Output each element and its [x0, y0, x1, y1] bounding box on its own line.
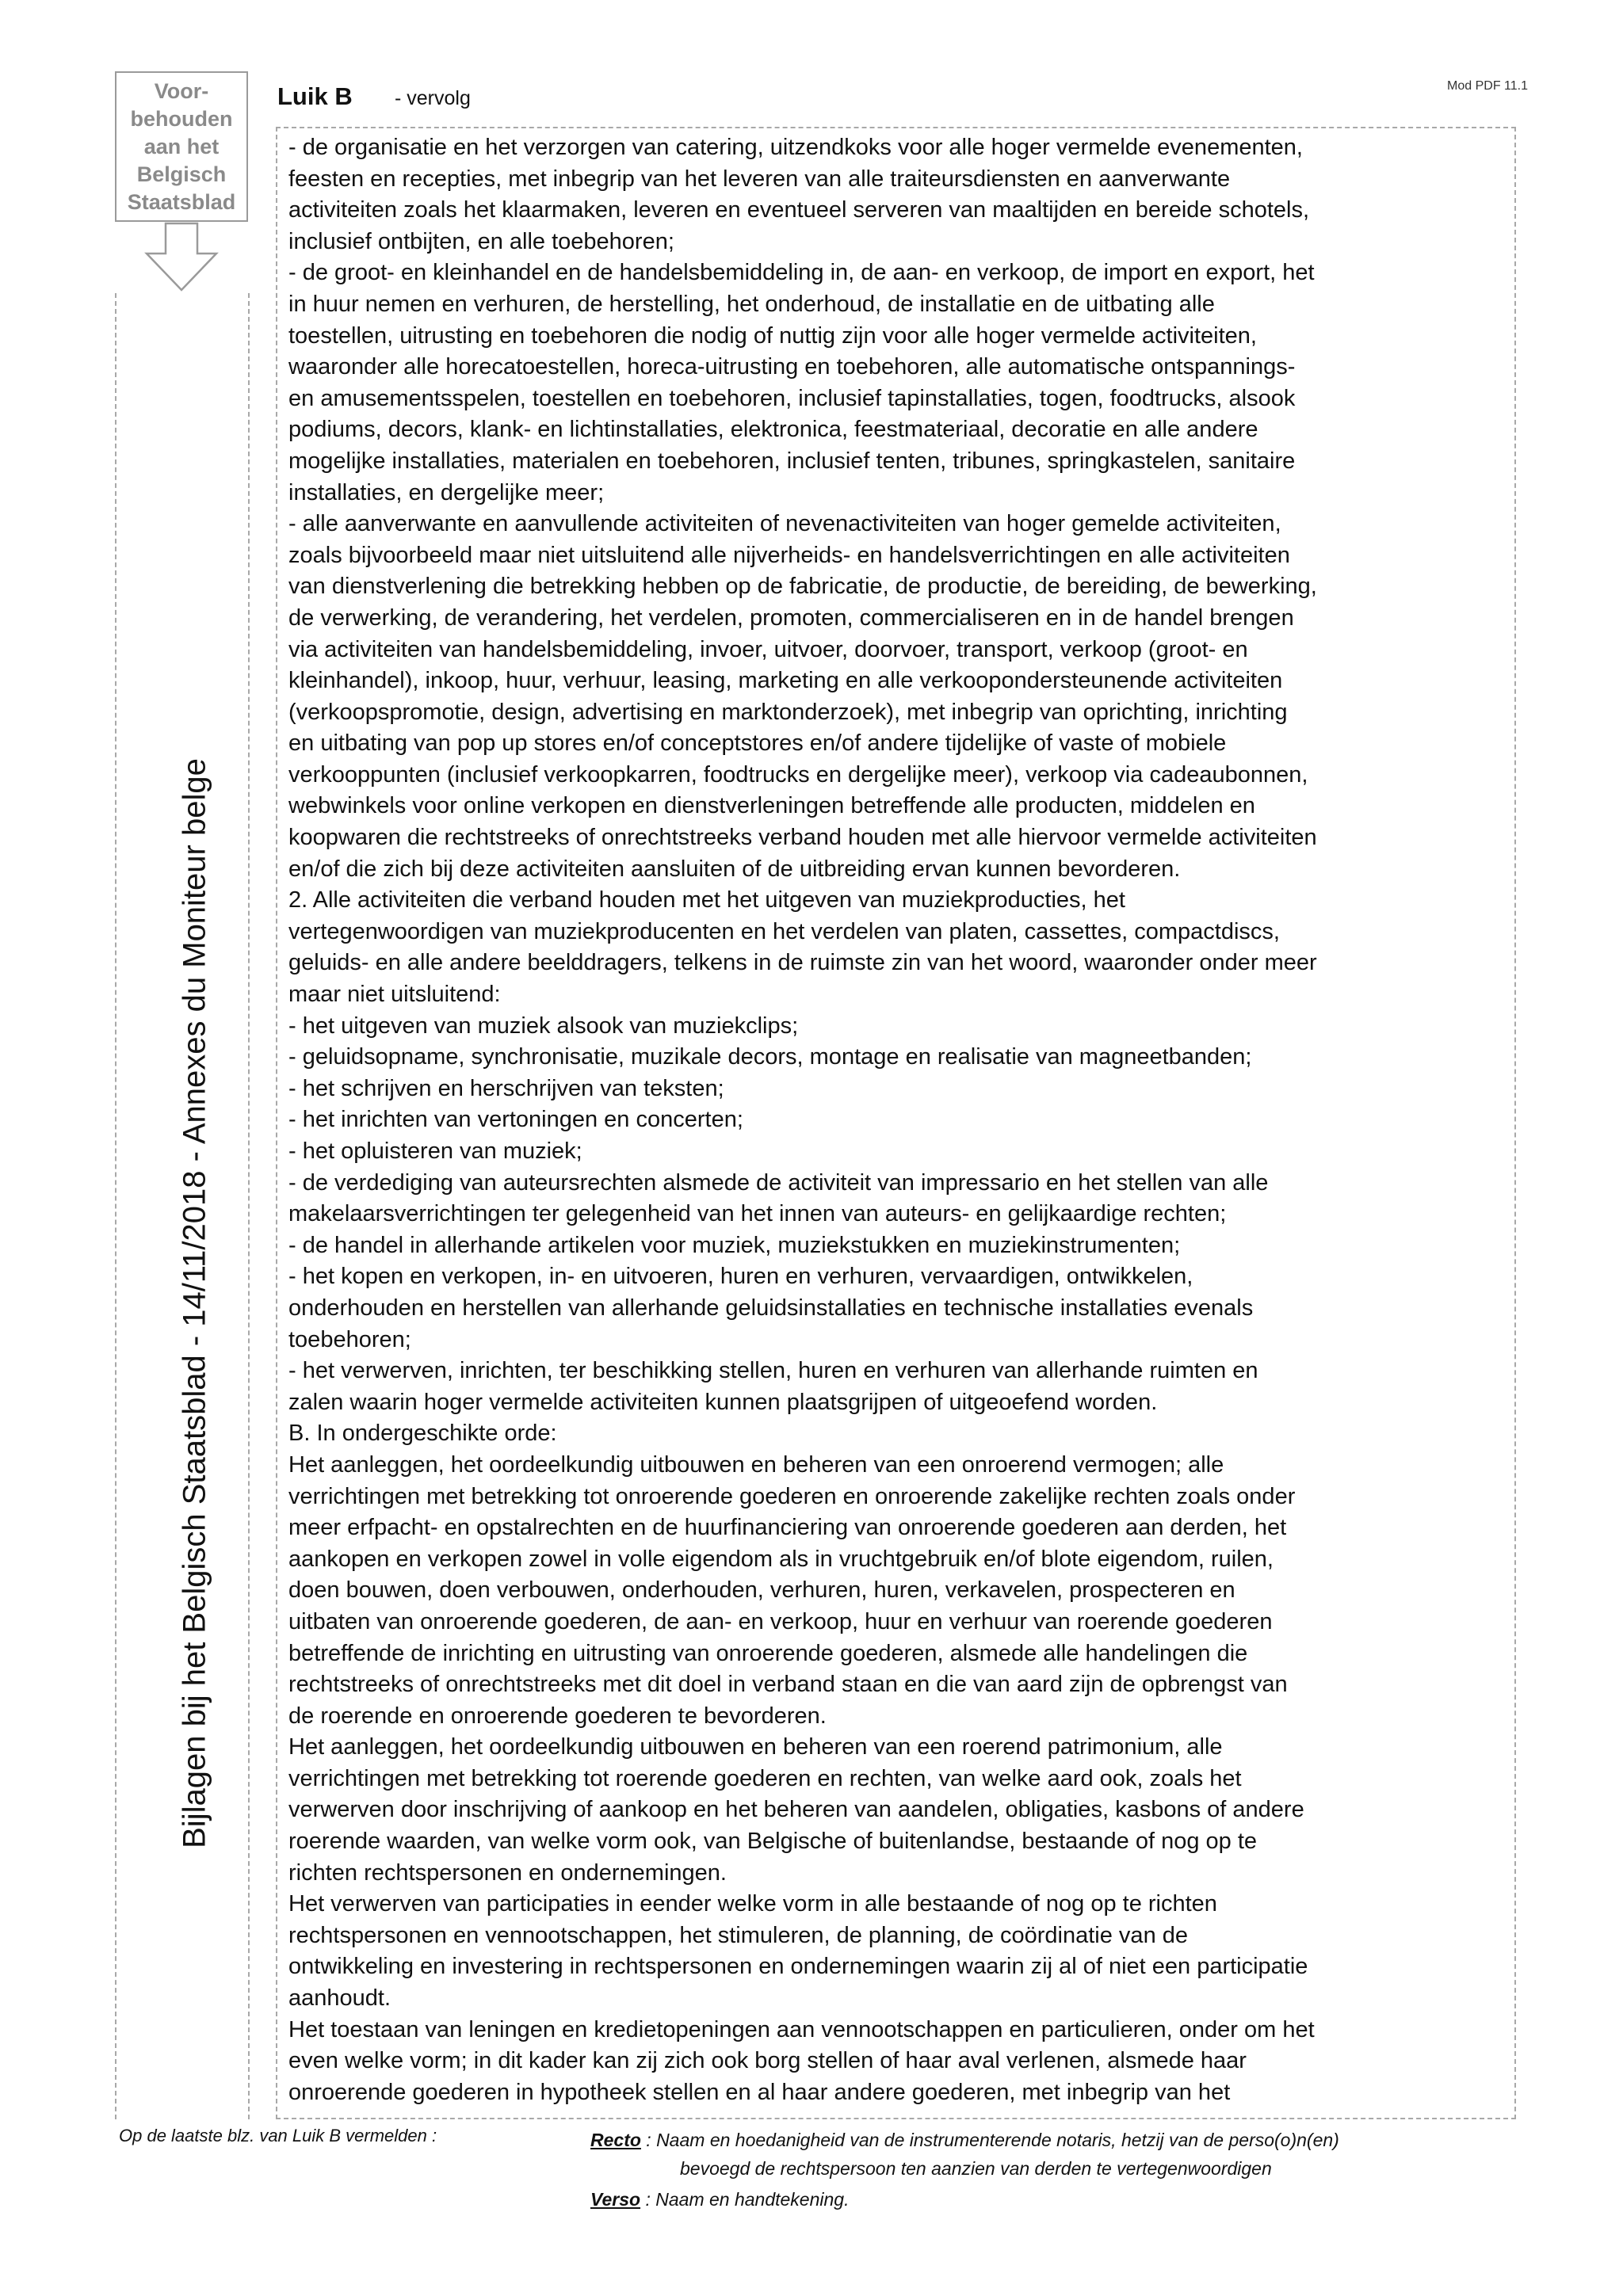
body-line: zalen waarin hoger vermelde activiteiten kunnen plaatsgrijpen of uitgeoefend worden.	[288, 1389, 1158, 1415]
body-line: verrichtingen met betrekking tot onroerende goederen en onroerende zakelijke rechten zoals onder	[288, 1483, 1296, 1509]
footer-instruction: Op de laatste blz. van Luik B vermelden :	[119, 2126, 437, 2145]
body-line: mogelijke installaties, materialen en toebehoren, inclusief tenten, tribunes, springkastelen, sanitaire	[288, 448, 1296, 474]
recto-label: Recto	[590, 2130, 641, 2150]
body-line: doen bouwen, doen verbouwen, onderhouden, verhuren, huren, verkavelen, prospecteren en	[288, 1577, 1235, 1604]
body-line: activiteiten zoals het klaarmaken, leveren en eventueel serveren van maaltijden en bereide schotels,	[288, 197, 1310, 223]
body-line: - het kopen en verkopen, in- en uitvoeren, huren en verhuren, vervaardigen, ontwikkelen,	[288, 1264, 1193, 1290]
body-line: roerende waarden, van welke vorm ook, van Belgische of buitenlandse, bestaande of nog op te	[288, 1829, 1258, 1855]
body-line: en/of die zich bij deze activiteiten aansluiten of de uitbreiding ervan kunnen bevorderen.	[288, 856, 1181, 882]
body-line: - het uitgeven van muziek alsook van muziekclips;	[288, 1013, 799, 1039]
form-version-label: Mod PDF 11.1	[1447, 79, 1528, 93]
recto-text: : Naam en hoedanigheid van de instrumenterende notaris, hetzij van de perso(o)n(en)	[640, 2130, 1339, 2150]
body-line: Het aanleggen, het oordeelkundig uitbouwen en beheren van een roerend patrimonium, alle	[288, 1734, 1223, 1760]
body-line: makelaarsverrichtingen ter gelegenheid van het innen van auteurs- en gelijkaardige rechten;	[288, 1201, 1227, 1227]
body-line: toebehoren;	[288, 1326, 411, 1352]
body-line: Het aanleggen, het oordeelkundig uitbouwen en beheren van een onroerend vermogen; alle	[288, 1451, 1224, 1478]
body-line: installaties, en dergelijke meer;	[288, 479, 605, 505]
body-line: podiums, decors, klank- en lichtinstallaties, elektronica, feestmateriaal, decoratie en alle andere	[288, 417, 1258, 443]
body-line: B. In ondergeschikte orde:	[288, 1421, 557, 1447]
body-line: - alle aanverwante en aanvullende activiteiten of nevenactiviteiten van hoger gemelde activiteiten,	[288, 511, 1281, 537]
body-line: - het opluisteren van muziek;	[288, 1138, 582, 1164]
body-line: rechtspersonen en vennootschappen, het stimuleren, de planning, de coördinatie van de	[288, 1922, 1189, 1948]
body-line: inclusief ontbijten, en alle toebehoren;	[288, 228, 674, 254]
body-line: maar niet uitsluitend:	[288, 982, 501, 1008]
verso-label: Verso	[590, 2189, 641, 2210]
body-line: - het schrijven en herschrijven van teksten;	[288, 1075, 724, 1101]
reserved-line: Voor-	[154, 79, 209, 103]
body-line: even welke vorm; in dit kader kan zij zich ook borg stellen of haar aval verlenen, alsmede haar	[288, 2048, 1247, 2074]
body-line: verrichtingen met betrekking tot roerende goederen en rechten, van welke aard ook, zoals het	[288, 1765, 1242, 1791]
reserved-line: aan het	[143, 135, 220, 158]
body-line: onroerende goederen in hypotheek stellen en al haar andere goederen, met inbegrip van het	[288, 2079, 1231, 2105]
body-line: in huur nemen en verhuren, de herstelling, het onderhoud, de installatie en de uitbating alle	[288, 291, 1215, 317]
body-line: ontwikkeling en investering in rechtspersonen en ondernemingen waarin zij al of niet een participatie	[288, 1954, 1308, 1980]
body-line: richten rechtspersonen en ondernemingen.	[288, 1859, 727, 1886]
body-line: vertegenwoordigen van muziekproducenten en het verdelen van platen, cassettes, compactdiscs,	[288, 918, 1280, 944]
body-line: Het toestaan van leningen en kredietopeningen aan vennootschappen en particulieren, onder om het	[288, 2016, 1315, 2042]
section-subtitle: - vervolg	[395, 87, 471, 109]
reserved-line: Belgisch	[136, 162, 227, 186]
body-line: verwerven door inschrijving of aankoop en het beheren van aandelen, obligaties, kasbons of andere	[288, 1797, 1304, 1823]
body-line: - het inrichten van vertoningen en concerten;	[288, 1107, 743, 1133]
body-line: Het verwerven van participaties in eender welke vorm in alle bestaande of nog op te richten	[288, 1891, 1217, 1917]
body-line: en uitbating van pop up stores en/of conceptstores en/of andere tijdelijke of vaste of mobiele	[288, 730, 1227, 757]
body-line: - de groot- en kleinhandel en de handelsbemiddeling in, de aan- en verkoop, de import en export, het	[288, 260, 1315, 286]
body-line: van dienstverlening die betrekking hebben op de fabricatie, de productie, de bereiding, de bewerking,	[288, 574, 1317, 600]
body-line: verkooppunten (inclusief verkoopkarren, foodtrucks en dergelijke meer), verkoop via cadeaubonnen,	[288, 761, 1308, 788]
body-line: 2. Alle activiteiten die verband houden met het uitgeven van muziekproducties, het	[288, 887, 1125, 913]
body-line: - de verdediging van auteursrechten alsmede de activiteit van impressario en het stellen van alle	[288, 1169, 1269, 1196]
reserved-line: Staatsblad	[127, 190, 236, 214]
body-line: toestellen, uitrusting en toebehoren die nodig of nuttig zijn voor alle hoger vermelde activiteiten,	[288, 322, 1257, 349]
body-line: via activiteiten van handelsbemiddeling, invoer, uitvoer, doorvoer, transport, verkoop (groot- en	[288, 636, 1248, 662]
footer-verso	[590, 2189, 849, 2210]
body-line: - het verwerven, inrichten, ter beschikking stellen, huren en verhuren van allerhande ruimten en	[288, 1358, 1258, 1384]
content-body	[276, 127, 1516, 2119]
body-line: geluids- en alle andere beelddragers, telkens in de ruimste zin van het woord, waaronder onder meer	[288, 950, 1317, 976]
footer-recto	[590, 2130, 1339, 2151]
body-line: feesten en recepties, met inbegrip van het leveren van alle traiteursdiensten en aanverwante	[288, 166, 1231, 192]
vertical-publication-label: Bijlagen bij het Belgisch Staatsblad - 14/11/2018 - Annexes du Moniteur belge	[177, 758, 212, 1848]
body-line: - geluidsopname, synchronisatie, muzikale decors, montage en realisatie van magneetbanden;	[288, 1044, 1252, 1070]
body-line: waaronder alle horecatoestellen, horeca-uitrusting en toebehoren, alle automatische ontspannings-	[288, 354, 1296, 380]
body-line: koopwaren die rechtstreeks of onrechtstreeks verband houden met alle hiervoor vermelde activiteiten	[288, 825, 1317, 851]
body-line: - de organisatie en het verzorgen van catering, uitzendkoks voor alle hoger vermelde evenementen,	[288, 135, 1303, 160]
footer-recto-continued: bevoegd de rechtspersoon ten aanzien van derden te vertegenwoordigen	[680, 2158, 1272, 2179]
body-line: en amusementsspelen, toestellen en toebehoren, inclusief tapinstallaties, togen, foodtrucks, alsook	[288, 385, 1296, 411]
reserved-box	[115, 71, 248, 222]
reserved-line: behouden	[130, 107, 233, 131]
body-line: meer erfpacht- en opstalrechten en de huurfinanciering van onroerende goederen aan derden, het	[288, 1515, 1287, 1541]
body-line: betreffende de inrichting en uitrusting van onroerende goederen, alsmede alle handelingen die	[288, 1640, 1248, 1666]
body-line: aanhoudt.	[288, 1985, 391, 2012]
body-line: kleinhandel), inkoop, huur, verhuur, leasing, marketing en alle verkoopondersteunende activiteiten	[288, 668, 1283, 694]
down-arrow-icon	[143, 222, 220, 293]
section-title: Luik B	[277, 82, 353, 110]
body-line: de verwerking, de verandering, het verdelen, promoten, commercialiseren en in de handel brengen	[288, 605, 1294, 631]
verso-text: : Naam en handtekening.	[640, 2189, 850, 2210]
body-line: onderhouden en herstellen van allerhande geluidsinstallaties en technische installaties evenals	[288, 1295, 1254, 1321]
body-line: de roerende en onroerende goederen te bevorderen.	[288, 1703, 827, 1729]
body-line: (verkoopspromotie, design, advertising en marktonderzoek), met inbegrip van oprichting, inrichting	[288, 699, 1288, 725]
body-line: - de handel in allerhande artikelen voor muziek, muziekstukken en muziekinstrumenten;	[288, 1232, 1181, 1258]
body-line: webwinkels voor online verkopen en dienstverleningen betreffende alle producten, middelen en	[288, 793, 1255, 819]
body-line: uitbaten van onroerende goederen, de aan- en verkoop, huur en verhuur van roerende goederen	[288, 1608, 1273, 1634]
body-line: aankopen en verkopen zowel in volle eigendom als in vruchtgebruik en/of blote eigendom, ruilen,	[288, 1546, 1274, 1572]
body-line: zoals bijvoorbeeld maar niet uitsluitend alle nijverheids- en handelsverrichtingen en alle activiteiten	[288, 542, 1290, 568]
body-line: rechtstreeks of onrechtstreeks met dit doel in verband staan en die van aard zijn de opbrengst van	[288, 1672, 1288, 1698]
